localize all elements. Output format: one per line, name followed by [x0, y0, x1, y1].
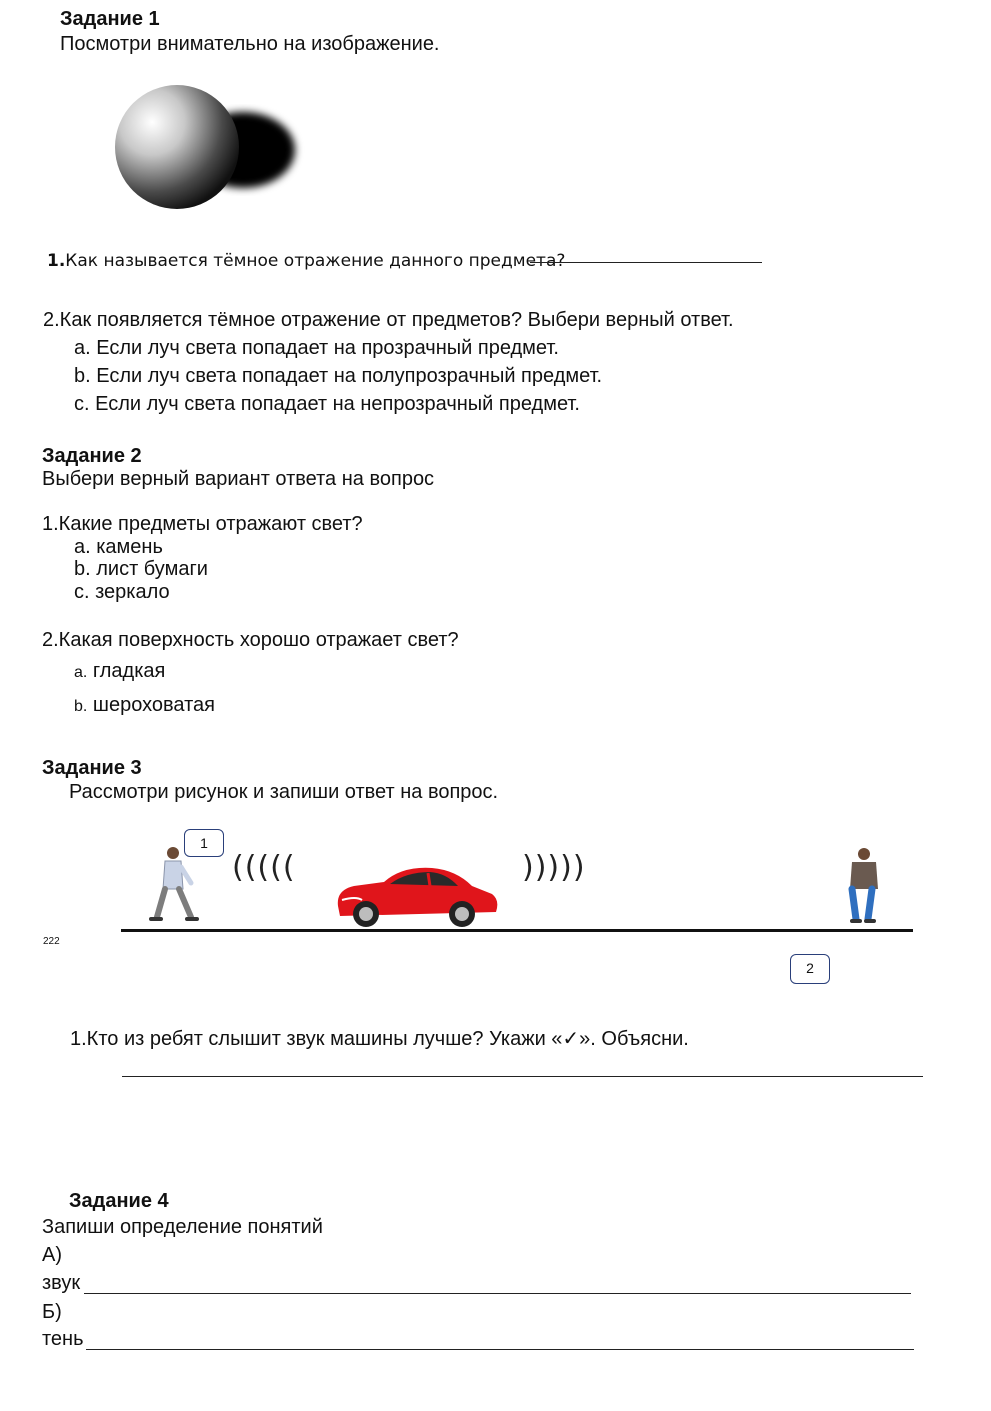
option-text: шероховатая: [92, 694, 215, 716]
task1-q2: 2.Как появляется тёмное отражение от предметов? Выбери верный ответ.: [43, 309, 734, 331]
person-right-icon: [842, 845, 888, 925]
option-letter: b.: [74, 698, 88, 715]
task1-q2-option-b[interactable]: b. Если луч света попадает на полупрозрачный предмет.: [74, 365, 603, 387]
task2-q1: 1.Какие предметы отражают свет?: [42, 513, 363, 535]
red-car-icon: [332, 860, 502, 932]
task1-q2-option-c[interactable]: c. Если луч света попадает на непрозрачный предмет.: [74, 393, 580, 415]
task1-q1-text: Как называется тёмное отражение данного предмета?: [65, 251, 566, 271]
task2-q1-option-c[interactable]: c. зеркало: [74, 581, 170, 603]
task4-term-sound: звук: [42, 1272, 81, 1294]
task3-answer-line[interactable]: [122, 1076, 923, 1077]
task3-instruction: Рассмотри рисунок и запиши ответ на вопрос.: [69, 781, 499, 803]
task2-q2: 2.Какая поверхность хорошо отражает свет?: [42, 629, 459, 651]
task4-instruction: Запиши определение понятий: [42, 1216, 323, 1238]
ball: [115, 85, 239, 209]
task2-heading: Задание 2: [42, 445, 142, 467]
option-text: гладкая: [92, 660, 166, 682]
task2-q1-option-b[interactable]: b. лист бумаги: [74, 558, 208, 580]
task2-q2-option-b[interactable]: [74, 694, 215, 717]
task4-heading: Задание 4: [69, 1190, 169, 1212]
task4-sound-answer-line[interactable]: [84, 1293, 911, 1294]
task3-question: 1.Кто из ребят слышит звук машины лучше? Укажи «✓». Объясни.: [70, 1028, 689, 1050]
ball-with-shadow-illustration: [108, 80, 308, 220]
task4-term-shadow: тень: [42, 1328, 84, 1350]
task2-q2-option-a[interactable]: [74, 660, 165, 683]
task4-a-label: А): [42, 1244, 62, 1266]
task1-q1-answer-line[interactable]: [530, 262, 762, 263]
person-left-icon: [145, 845, 205, 925]
task1-q1: [47, 251, 565, 271]
task2-q1-option-a[interactable]: a. камень: [74, 536, 163, 558]
task1-heading: Задание 1: [60, 8, 160, 30]
sound-waves-right: ))))): [522, 850, 586, 885]
sound-waves-left: (((((: [232, 850, 296, 885]
task2-instruction: Выбери верный вариант ответа на вопрос: [42, 468, 435, 490]
task1-q1-number: 1.: [47, 251, 66, 271]
option-letter: a.: [74, 664, 88, 681]
task4-shadow-answer-line[interactable]: [86, 1349, 914, 1350]
task1-q2-option-a[interactable]: a. Если луч света попадает на прозрачный предмет.: [74, 337, 559, 359]
label-box-1[interactable]: 1: [184, 829, 224, 857]
task4-b-label: Б): [42, 1301, 62, 1323]
task1-instruction: Посмотри внимательно на изображение.: [60, 33, 440, 55]
label-222: 222: [43, 936, 60, 947]
task3-heading: Задание 3: [42, 757, 142, 779]
ground-line: [121, 929, 913, 932]
label-box-2[interactable]: 2: [790, 954, 830, 984]
